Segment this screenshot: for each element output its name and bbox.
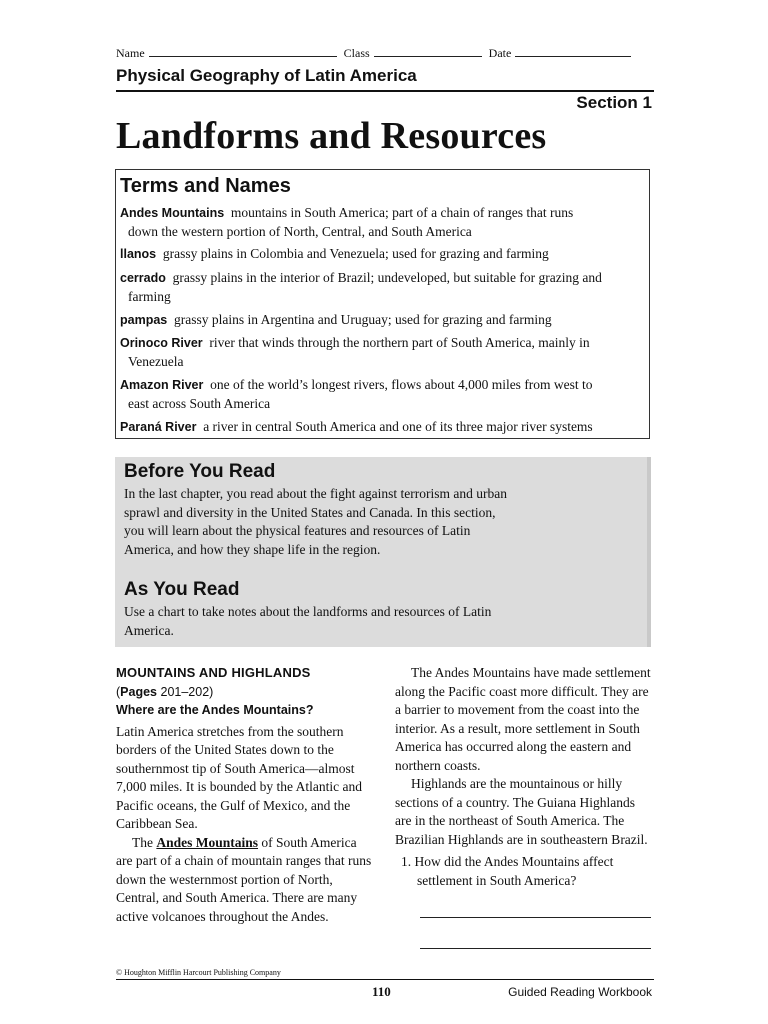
answer-line-2[interactable] (420, 948, 651, 949)
unit-title: Physical Geography of Latin America (116, 66, 417, 85)
terms-heading: Terms and Names (120, 175, 291, 197)
pages-open: ( (116, 684, 121, 699)
term-definition: river that winds through the northern part of South America, mainly in (209, 335, 590, 350)
text-line: America. (124, 622, 174, 638)
pages-range: 201–202) (157, 684, 214, 699)
term-andes-mountains (120, 204, 650, 241)
andes-mountains-term: Andes Mountains (156, 834, 259, 850)
page-title: Landforms and Resources (116, 115, 547, 157)
term-cerrado (120, 269, 650, 306)
section-heading: MOUNTAINS AND HIGHLANDS (116, 665, 311, 680)
para2-pre: The (132, 834, 157, 850)
term-llanos (120, 245, 650, 264)
left-column (116, 664, 374, 926)
header-rule (116, 90, 654, 92)
guiding-question: Where are the Andes Mountains? (116, 703, 314, 717)
text-line: sprawl and diversity in the United States and Canada. In this section, (124, 504, 496, 520)
right-column (395, 664, 653, 890)
as-you-read-heading: As You Read (124, 579, 240, 600)
workbook-name: Guided Reading Workbook (508, 985, 652, 999)
name-blank (149, 46, 337, 57)
date-blank (515, 46, 631, 57)
footer-rule (116, 979, 654, 980)
question-1: 1. How did the Andes Mountains affect settlement in South America? (401, 854, 614, 888)
term-definition: grassy plains in the interior of Brazil; undeveloped, but suitable for grazing and (172, 270, 602, 285)
term-definition: a river in central South America and one of its three major river systems (203, 419, 593, 434)
term-pampas (120, 311, 650, 330)
answer-line-1[interactable] (420, 917, 651, 918)
term-definition: grassy plains in Colombia and Venezuela; used for grazing and farming (162, 246, 549, 261)
term-definition: mountains in South America; part of a chain of ranges that runs (230, 205, 574, 220)
pages-reference (116, 683, 374, 702)
term-definition-cont: down the western portion of North, Central, and South America (128, 223, 472, 239)
term-name: pampas (120, 313, 168, 327)
term-definition-cont: farming (128, 288, 171, 304)
before-you-read-heading: Before You Read (124, 461, 276, 482)
name-label: Name (116, 46, 145, 60)
term-name: Andes Mountains (120, 206, 225, 220)
term-definition-cont: Venezuela (128, 353, 184, 369)
page-number: 110 (372, 984, 391, 999)
paragraph-1: Latin America stretches from the southern borders of the United States down to the southernmost tip of South America—almost 7,000 miles. It is bounded by the Atlantic and Pacific oceans, the Gulf of Mexico, and the Caribbean Sea. (116, 723, 362, 831)
class-label: Class (343, 46, 370, 60)
paragraph-2 (116, 834, 374, 927)
term-parana-river (120, 418, 650, 437)
term-name: llanos (120, 247, 157, 261)
text-line: you will learn about the physical features and resources of Latin (124, 523, 471, 539)
paragraph-3: The Andes Mountains have made settlement along the Pacific coast more difficult. They are a barrier to movement from the coast into the interior. As a result, more settlement in South America has occurred along the eastern and northern coasts. (395, 665, 651, 773)
text-line: In the last chapter, you read about the fight against terrorism and urban (124, 486, 507, 501)
section-label: Section 1 (576, 93, 652, 112)
date-label: Date (488, 46, 512, 60)
term-name: Orinoco River (120, 336, 203, 350)
term-name: cerrado (120, 271, 166, 285)
pages-label: Pages (120, 684, 158, 699)
student-info-line (116, 46, 652, 61)
term-name: Paraná River (120, 420, 197, 434)
term-name: Amazon River (120, 378, 204, 392)
para2-post: of South America are part of a chain of mountain ranges that runs down the westernmost portion of North, Central, and South America. There are many active volcanoes throughout the Andes. (116, 834, 372, 924)
paragraph-4: Highlands are the mountainous or hilly sections of a country. The Guiana Highlands are in the northeast of South America. The Brazilian Highlands are in southeastern Brazil. (395, 776, 648, 847)
reading-guide-box-edge (647, 457, 651, 647)
term-definition: one of the world’s longest rivers, flows about 4,000 miles from west to (210, 377, 593, 392)
text-line: Use a chart to take notes about the landforms and resources of Latin (124, 604, 492, 619)
term-definition: grassy plains in Argentina and Uruguay; used for grazing and farming (174, 312, 552, 327)
class-blank (374, 46, 482, 57)
as-you-read-text (124, 603, 564, 640)
text-line: America, and how they shape life in the region. (124, 542, 381, 558)
copyright-notice: © Houghton Mifflin Harcourt Publishing Company (116, 968, 281, 977)
before-you-read-text (124, 485, 564, 560)
term-definition-cont: east across South America (128, 395, 271, 411)
term-orinoco-river (120, 334, 650, 371)
term-amazon-river (120, 376, 650, 413)
